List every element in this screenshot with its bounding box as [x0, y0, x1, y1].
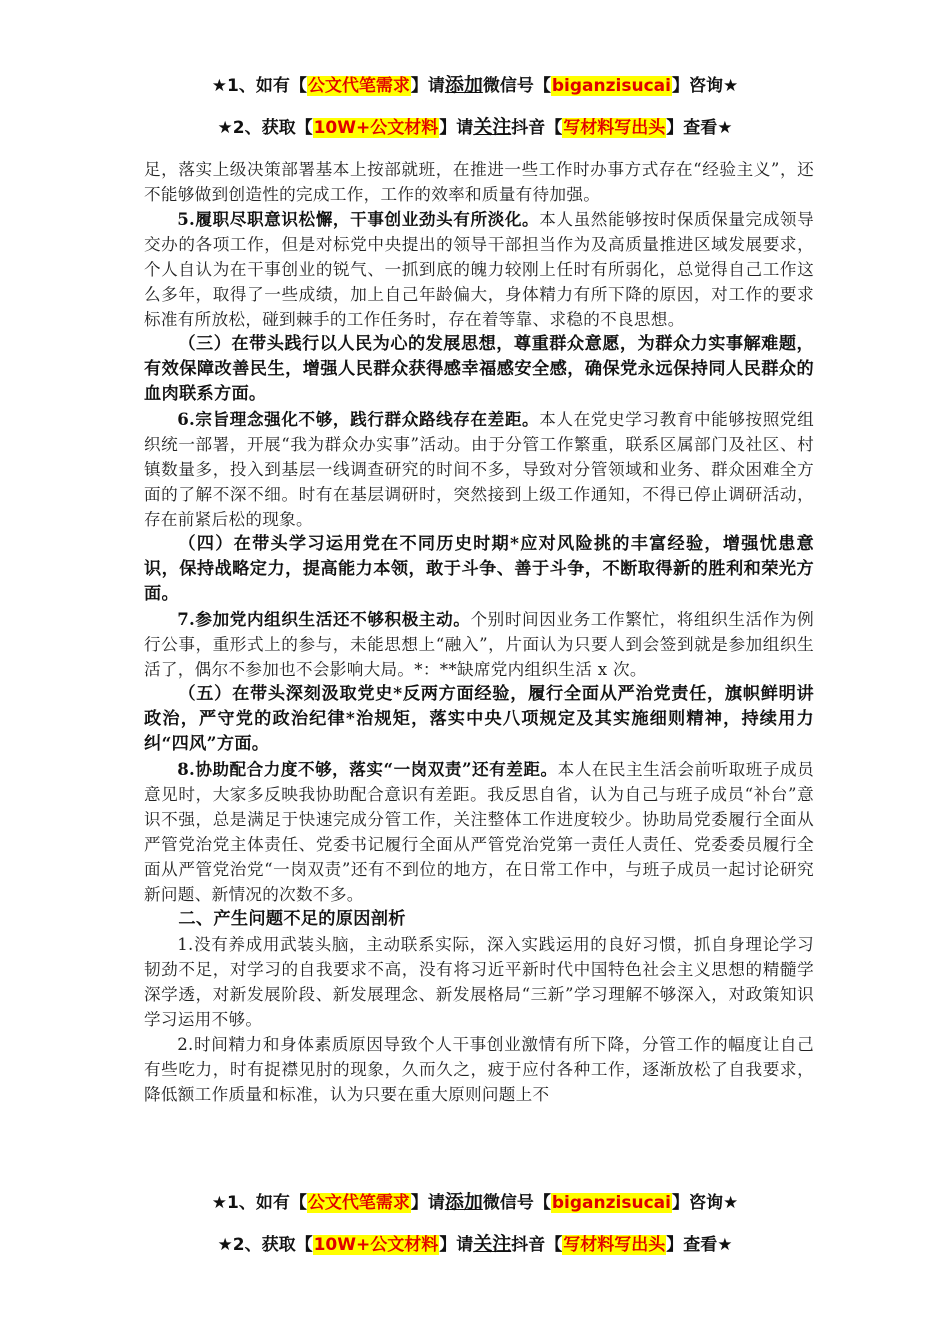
ad-text: ★1、如有【 — [211, 76, 307, 96]
ad-banner-bottom-2 — [0, 1229, 950, 1256]
paragraph-text: 本人虽然能够按时保质保量完成领导交办的各项工作，但是对标党中央提出的领导干部担当作为及高质量推进区域发展要求，个人自认为在干事创业的锐气、一抓到底的魄力较刚上任时有所弱化，总觉得自己工作这么多年，取得了一些成绩，加上自己年龄偏大，身体精力有所下降的原因，对工作的要求标准有所放松，碰到棘手的工作任务时，存在着等靠、求稳的不良思想。 — [144, 210, 814, 329]
paragraph-text: 本人在民主生活会前听取班子成员意见时，大家多反映我协助配合意识有差距。我反思自省，认为自己与班子成员“补台”意识不强，总是满足于快速完成分管工作，关注整体工作进度较少。协助局党委履行全面从严管党治党主体责任、党委书记履行全面从严管党治党第一责任人责任、党委委员履行全面从严管党治党“一岗双责”还有不到位的地方，在日常工作中，与班子成员一起讨论研究新问题、新情况的次数不多。 — [144, 760, 814, 904]
section-heading: 二、产生问题不足的原因剖析 — [178, 909, 406, 929]
ad-text: 】请 — [410, 1193, 445, 1213]
ad-text: 】查看★ — [666, 118, 733, 138]
ad-banner-bottom-1 — [0, 1187, 950, 1214]
ad-emphasis: 添加 — [444, 74, 483, 96]
ad-text: ★1、如有【 — [211, 1193, 307, 1213]
ad-text: ★2、获取【 — [217, 1235, 313, 1255]
ad-text: 】请 — [410, 76, 445, 96]
ad-emphasis: 添加 — [444, 1191, 483, 1213]
ad-highlight: 公文代笔需求 — [307, 76, 410, 96]
ad-text: 】请 — [439, 118, 474, 138]
paragraph-lead: 6.宗旨理念强化不够，践行群众路线存在差距。 — [177, 409, 540, 429]
ad-text: 】咨询★ — [671, 1193, 739, 1213]
paragraph-text: 个别时间因业务工作繁忙，将组织生活作为例行公事，重形式上的参与，未能思想上“融入”，片面认为只要人到会签到就是参加组织生活了，偶尔不参加也不会影响大局。*：**缺席党内组织生活 x 次。 — [144, 610, 814, 679]
paragraph-lead: 7.参加党内组织生活还不够积极主动。 — [177, 609, 471, 629]
ad-text: 抖音【 — [511, 1235, 563, 1255]
section-heading: （五）在带头深刻汲取党史*反两方面经验，履行全面从严治党责任，旗帜鲜明讲政治，严守党的政治纪律*治规矩，落实中央八项规定及其实施细则精神，持续用力纠“四风”方面。 — [144, 684, 814, 754]
paragraph — [144, 607, 814, 682]
paragraph-lead: 8.协助配合力度不够，落实“一岗双责”还有差距。 — [177, 759, 558, 779]
ad-highlight: 10W+公文材料 — [313, 118, 439, 138]
ad-highlight: biganzisucai — [551, 1193, 671, 1213]
paragraph: 1.没有养成用武装头脑，主动联系实际，深入实践运用的良好习惯，抓自身理论学习韧劲不足，对学习的自我要求不高，没有将习近平新时代中国特色社会主义思想的精髓学深学透，对新发展阶段、新发展理念、新发展格局“三新”学习理解不够深入，对政策知识学习运用不够。 — [144, 935, 814, 1029]
ad-banner-top-1 — [0, 70, 950, 97]
paragraph — [144, 207, 814, 332]
ad-text: 微信号【 — [482, 76, 551, 96]
ad-text: 微信号【 — [482, 1193, 551, 1213]
ad-text: 抖音【 — [511, 118, 563, 138]
paragraph: 足，落实上级决策部署基本上按部就班，在推进一些工作时办事方式存在“经验主义”，还不能够做到创造性的完成工作，工作的效率和质量有待加强。 — [144, 160, 814, 204]
paragraph-lead: 5.履职尽职意识松懈，干事创业劲头有所淡化。 — [177, 209, 540, 229]
document-body — [144, 157, 814, 1107]
ad-text: 】请 — [439, 1235, 474, 1255]
ad-highlight: biganzisucai — [551, 76, 671, 96]
section-heading: （三）在带头践行以人民为心的发展思想，尊重群众意愿，为群众力实事解难题，有效保障改善民生，增强人民群众获得感幸福感安全感，确保党永远保持同人民群众的血肉联系方面。 — [144, 334, 814, 404]
paragraph: 2.时间精力和身体素质原因导致个人干事创业激情有所下降，分管工作的幅度让自己有些吃力，时有捉襟见肘的现象，久而久之，疲于应付各种工作，逐渐放松了自我要求，降低额工作质量和标准，认为只要在重大原则问题上不 — [144, 1035, 814, 1104]
ad-text: ★2、获取【 — [217, 118, 313, 138]
paragraph — [144, 757, 814, 907]
paragraph-text: 本人在党史学习教育中能够按照党组织统一部署，开展“我为群众办实事”活动。由于分管工作繁重，联系区属部门及社区、村镇数量多，投入到基层一线调查研究的时间不多，导致对分管领域和业务、群众困难全方面的了解不深不细。时有在基层调研时，突然接到上级工作通知，不得已停止调研活动，存在前紧后松的现象。 — [144, 410, 814, 529]
ad-text: 】咨询★ — [671, 76, 739, 96]
ad-text: 】查看★ — [666, 1235, 733, 1255]
ad-highlight: 写材料写出头 — [563, 118, 666, 138]
ad-banner-top-2 — [0, 112, 950, 139]
section-heading: （四）在带头学习运用党在不同历史时期*应对风险挑的丰富经验，增强忧患意识，保持战略定力，提高能力本领，敢于斗争、善于斗争，不断取得新的胜利和荣光方面。 — [144, 534, 814, 604]
ad-highlight: 写材料写出头 — [563, 1235, 666, 1255]
ad-highlight: 公文代笔需求 — [307, 1193, 410, 1213]
paragraph — [144, 407, 814, 532]
ad-emphasis: 关注 — [473, 1233, 512, 1255]
ad-highlight: 10W+公文材料 — [313, 1235, 439, 1255]
ad-emphasis: 关注 — [473, 116, 512, 138]
